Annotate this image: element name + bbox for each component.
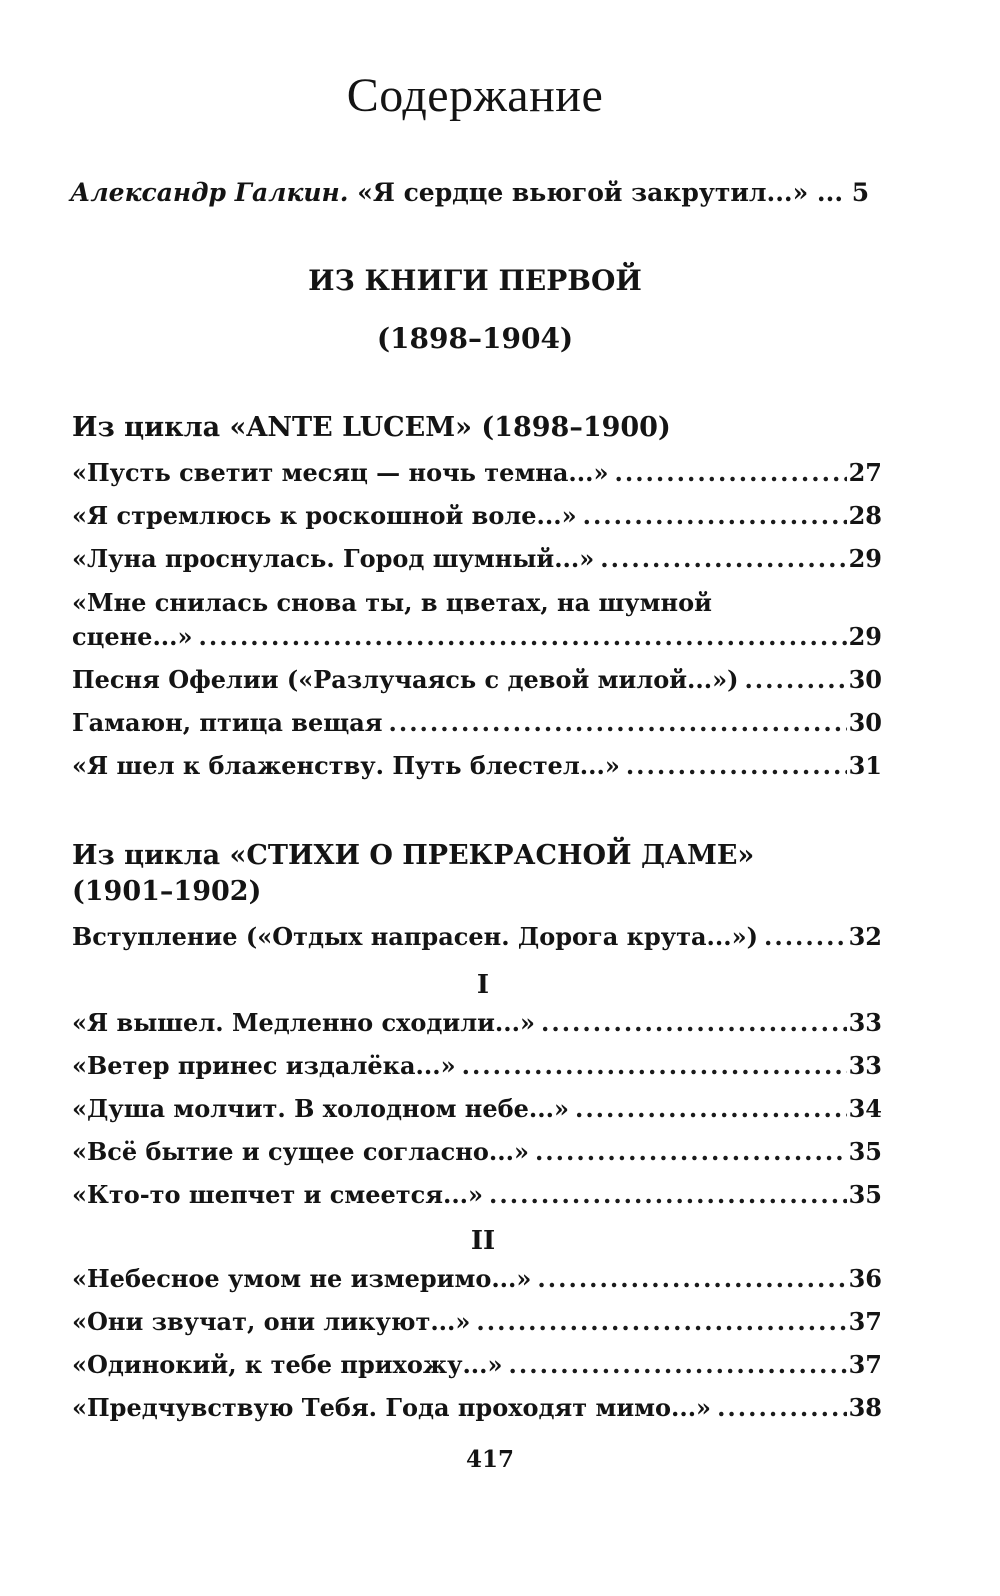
entry-page: 35	[848, 1137, 882, 1166]
entry-title: «Я шел к блаженству. Путь блестел...»	[72, 751, 620, 780]
dot-leader	[583, 501, 847, 530]
entry-page: 33	[848, 1051, 882, 1080]
entry-title: Гамаюн, птица вещая	[72, 708, 383, 737]
dot-leader	[614, 458, 846, 487]
part-label-ii: II	[470, 1226, 496, 1256]
entry-title: «Я вышел. Медленно сходили...»	[72, 1008, 535, 1037]
toc-entry[interactable]	[72, 1094, 882, 1123]
toc-entry[interactable]	[72, 622, 882, 651]
dot-leader	[537, 1264, 846, 1293]
entry-title: «Всё бытие и сущее согласно...»	[72, 1137, 529, 1166]
dot-leader	[717, 1393, 847, 1422]
entry-page: 38	[848, 1393, 882, 1422]
toc-entry[interactable]	[72, 751, 882, 780]
preface-author: Александр Галкин.	[70, 178, 349, 207]
entry-page: 27	[848, 458, 882, 487]
toc-entry[interactable]	[72, 501, 882, 530]
entry-page: 29	[848, 622, 882, 651]
dot-leader	[575, 1094, 847, 1123]
toc-entry[interactable]	[72, 1008, 882, 1037]
dot-leader	[489, 1180, 847, 1209]
entry-title: «Кто-то шепчет и смеется...»	[72, 1180, 484, 1209]
preface-entry[interactable]	[70, 178, 890, 207]
cycle-beautiful-lady-years: (1901–1902)	[72, 876, 262, 907]
entry-title: «Я стремлюсь к роскошной воле...»	[72, 501, 577, 530]
entry-page: 33	[848, 1008, 882, 1037]
entry-title: «Душа молчит. В холодном небе...»	[72, 1094, 569, 1123]
cycle-ante-lucem-heading: Из цикла «ANTE LUCEM» (1898–1900)	[72, 412, 671, 443]
toc-entry[interactable]	[72, 458, 882, 487]
entry-title: «Луна проснулась. Город шумный...»	[72, 544, 595, 573]
entry-page: 28	[848, 501, 882, 530]
entry-page: 35	[848, 1180, 882, 1209]
entry-title-line1[interactable]: «Мне снилась снова ты, в цветах, на шумной	[72, 588, 712, 617]
dot-leader	[764, 922, 847, 951]
dot-leader	[541, 1008, 847, 1037]
dot-leader	[509, 1350, 847, 1379]
toc-entry[interactable]	[72, 1393, 882, 1422]
dot-leader	[388, 708, 846, 737]
entry-title: «Они звучат, они ликуют...»	[72, 1307, 471, 1336]
entry-title: Песня Офелии («Разлучаясь с девой милой...»)	[72, 665, 739, 694]
entry-page: 37	[848, 1307, 882, 1336]
toc-entry[interactable]	[72, 544, 882, 573]
toc-entry[interactable]	[72, 922, 882, 951]
cycle-beautiful-lady-heading: Из цикла «СТИХИ О ПРЕКРАСНОЙ ДАМЕ»	[72, 840, 755, 871]
dot-leader	[600, 544, 846, 573]
entry-title: «Пусть светит месяц — ночь темна...»	[72, 458, 609, 487]
dot-leader	[476, 1307, 846, 1336]
toc-entry[interactable]	[72, 1307, 882, 1336]
entry-page: 37	[848, 1350, 882, 1379]
dot-leader	[744, 665, 846, 694]
dot-leader	[199, 622, 847, 651]
page-title: Содержание	[346, 69, 604, 122]
preface-page: 5	[851, 178, 870, 207]
entry-title: «Предчувствую Тебя. Года проходят мимо...»	[72, 1393, 712, 1422]
toc-entry[interactable]	[72, 1051, 882, 1080]
entry-page: 31	[848, 751, 882, 780]
preface-text: «Я сердце вьюгой закрутил...» ...	[357, 178, 844, 207]
section-title: ИЗ КНИГИ ПЕРВОЙ	[308, 264, 642, 297]
dot-leader	[462, 1051, 847, 1080]
page-number: 417	[465, 1446, 514, 1473]
entry-page: 30	[848, 665, 882, 694]
toc-entry[interactable]	[72, 665, 882, 694]
part-label-i: I	[476, 970, 490, 1000]
entry-title: сцене...»	[72, 622, 193, 651]
entry-title: «Ветер принес издалёка...»	[72, 1051, 456, 1080]
entry-title: Вступление («Отдых напрасен. Дорога крута...»)	[72, 922, 758, 951]
entry-title: «Небесное умом не измеримо...»	[72, 1264, 532, 1293]
entry-page: 36	[848, 1264, 882, 1293]
entry-page: 32	[848, 922, 882, 951]
toc-entry[interactable]	[72, 1264, 882, 1293]
entry-title: «Одинокий, к тебе прихожу...»	[72, 1350, 503, 1379]
entry-page: 29	[848, 544, 882, 573]
section-years: (1898–1904)	[376, 322, 574, 355]
toc-entry[interactable]	[72, 1180, 882, 1209]
dot-leader	[535, 1137, 847, 1166]
entry-page: 34	[848, 1094, 882, 1123]
toc-entry[interactable]	[72, 708, 882, 737]
entry-page: 30	[848, 708, 882, 737]
toc-entry[interactable]	[72, 1350, 882, 1379]
dot-leader	[626, 751, 847, 780]
toc-entry[interactable]	[72, 1137, 882, 1166]
